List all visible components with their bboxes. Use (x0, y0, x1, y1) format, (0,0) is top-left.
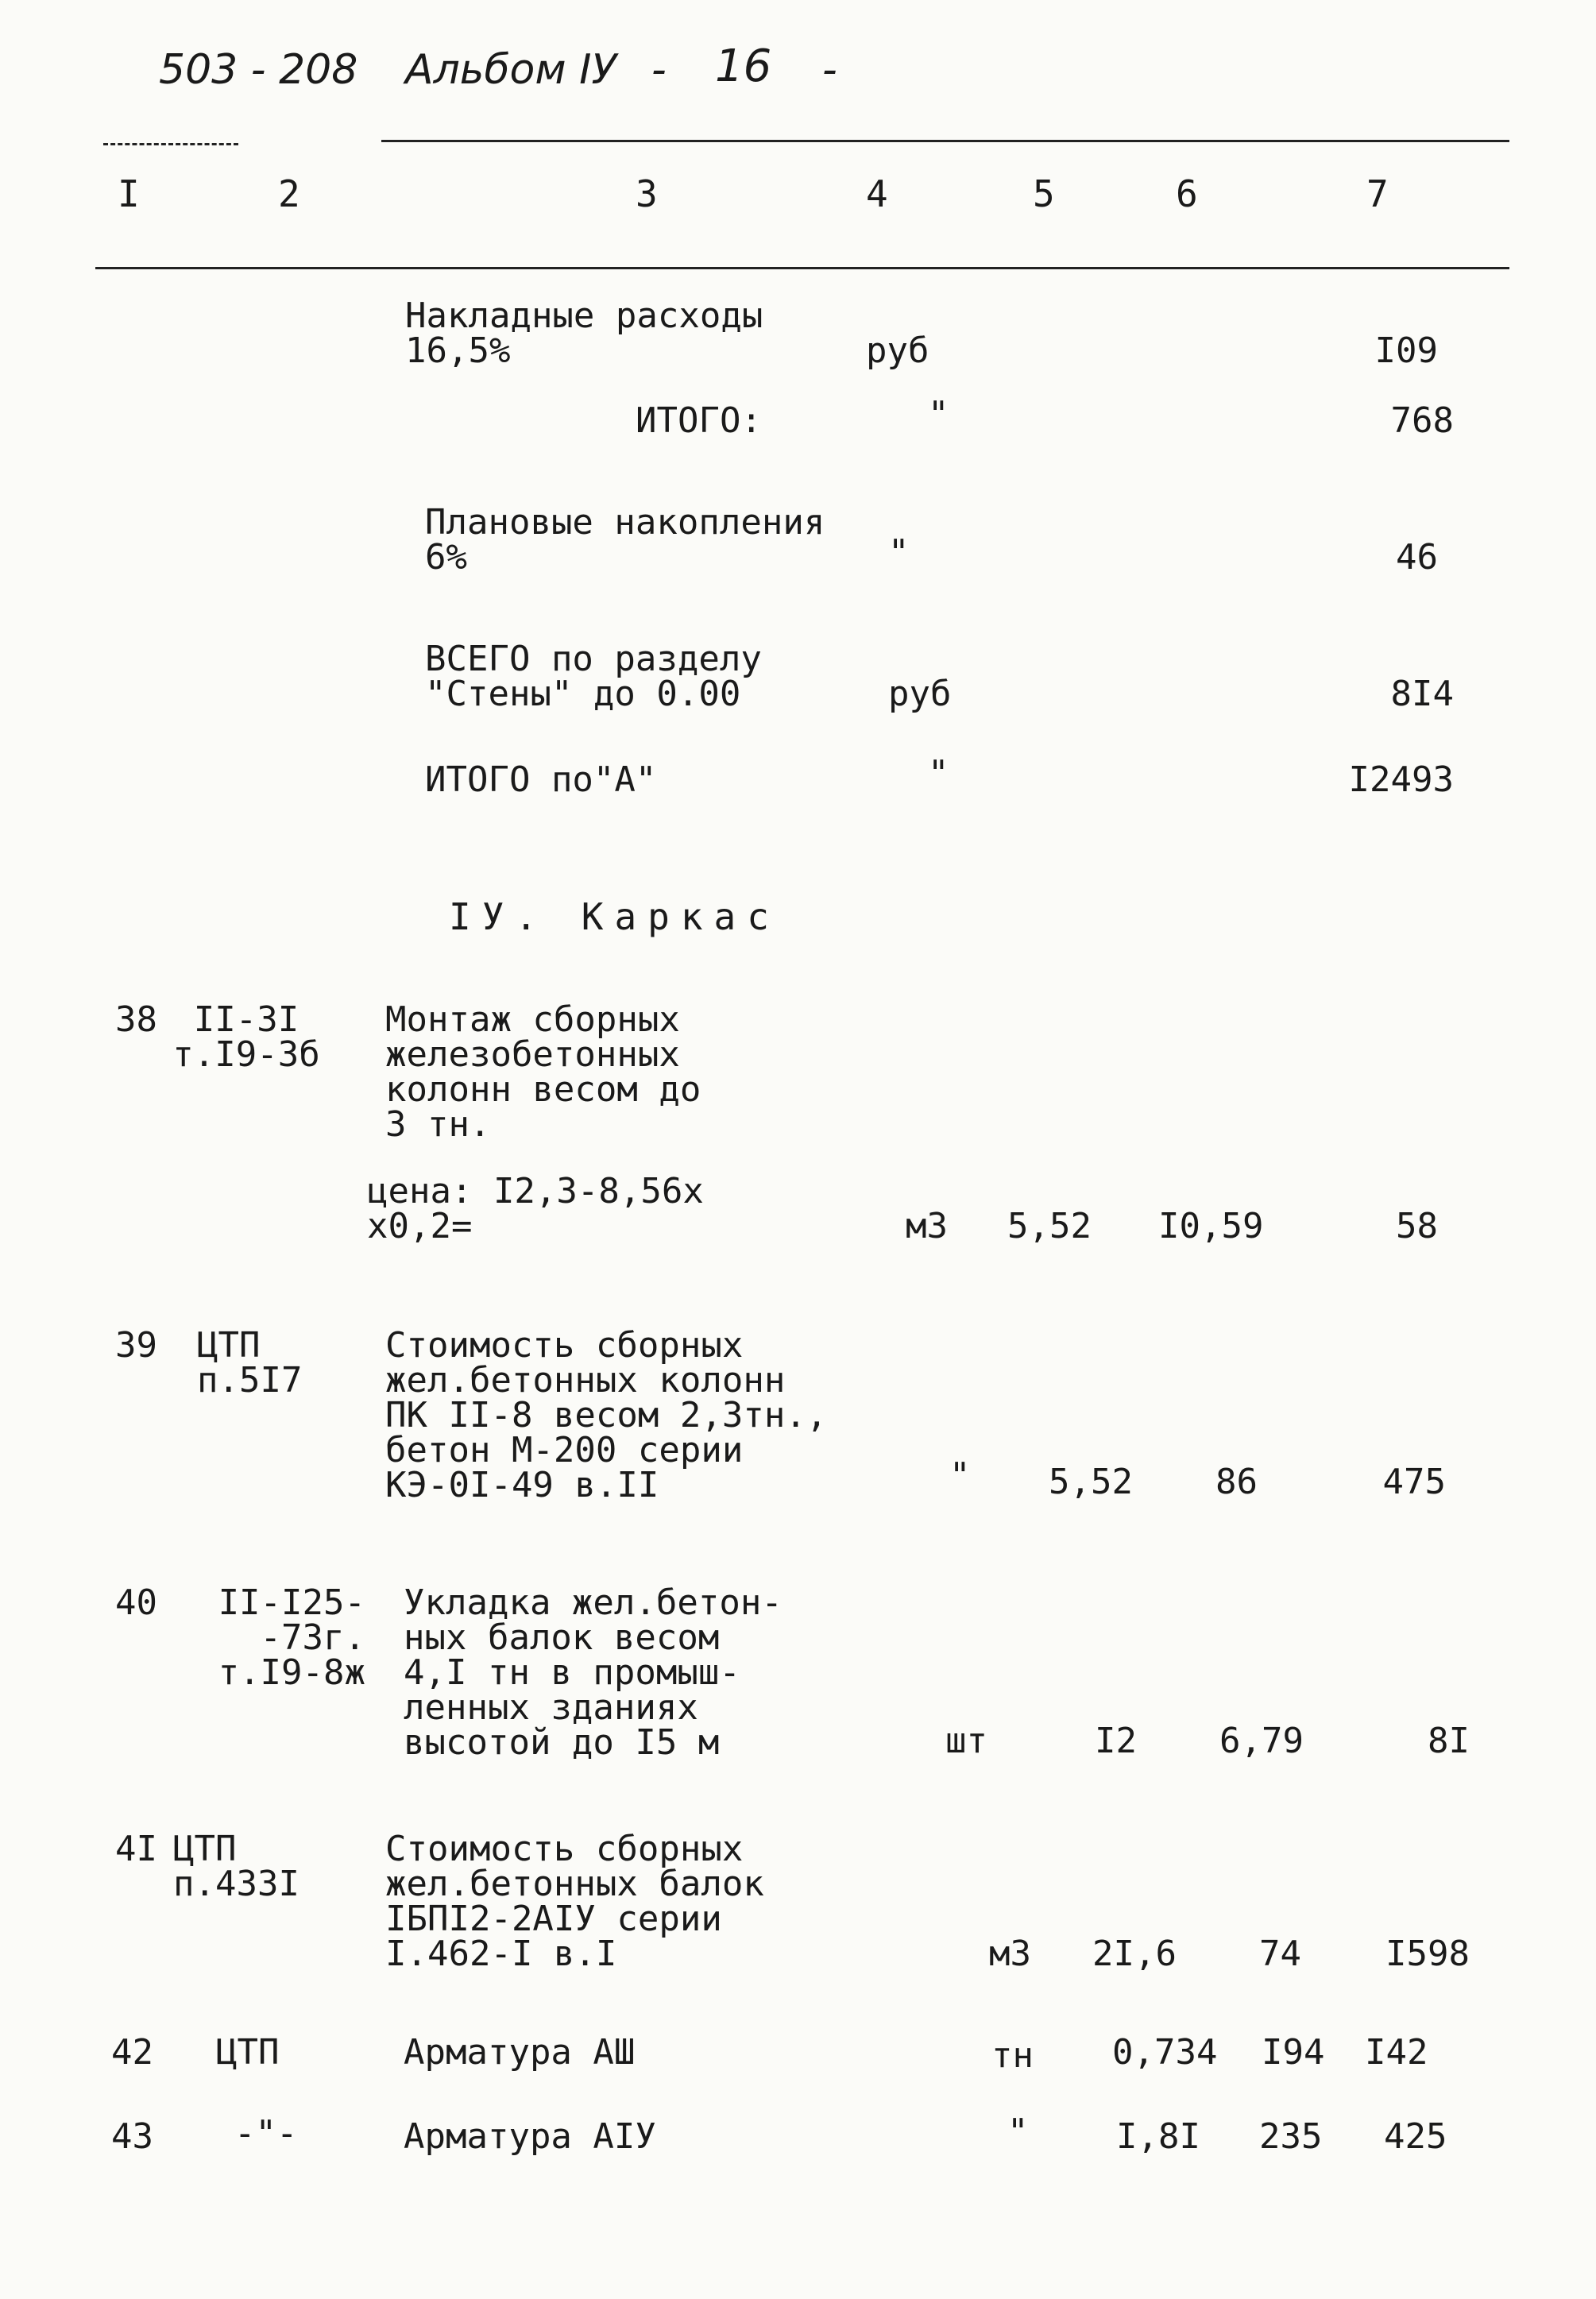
row-42-unit-cost: I94 (1262, 2032, 1325, 2073)
page-number: 16 (715, 41, 772, 92)
column-header-6: 6 (1176, 172, 1198, 215)
row-38-unit-cost: I0,59 (1158, 1206, 1264, 1246)
summary-grand-total-unit: " (928, 753, 949, 794)
summary-section-total-value: 8I4 (1390, 674, 1454, 714)
row-41-unit: м3 (989, 1934, 1031, 1974)
album-label: Альбом IУ (405, 46, 617, 94)
row-42-quantity: 0,734 (1112, 2032, 1218, 2073)
row-38-total: 58 (1396, 1206, 1438, 1246)
summary-planned-text: Плановые накопления 6% (425, 502, 825, 578)
summary-overhead-total: I09 (1374, 330, 1438, 371)
row-40-unit-cost: 6,79 (1219, 1721, 1304, 1761)
row-38-number: 38 (115, 999, 157, 1040)
row-38-price-formula: цена: I2,3-8,56х х0,2= (367, 1171, 704, 1246)
summary-subtotal-unit: " (928, 394, 949, 435)
row-40-total: 8I (1428, 1721, 1470, 1761)
section-title: IУ. Каркас (449, 895, 780, 938)
header-dash: - (651, 46, 667, 94)
column-header-7: 7 (1366, 172, 1389, 215)
summary-section-total-text: ВСЕГО по разделу "Стены" до 0.00 (425, 639, 762, 714)
row-42-unit: тн (991, 2035, 1034, 2076)
row-40-code: II-I25- -73г. т.I9-8ж (218, 1582, 365, 1693)
summary-subtotal-text: ИТОГО: (636, 400, 762, 441)
row-39-description: Стоимость сборных жел.бетонных колонн ПК II-8 весом 2,3тн., бетон М-200 серии КЭ-0I-49 в.II (385, 1325, 828, 1505)
row-43-description: Арматура АIУ (404, 2116, 656, 2157)
column-header-5: 5 (1033, 172, 1055, 215)
row-39-unit-cost: 86 (1215, 1462, 1258, 1502)
row-41-unit-cost: 74 (1259, 1934, 1301, 1974)
summary-subtotal-total: 768 (1390, 400, 1454, 441)
summary-overhead-unit: руб (866, 330, 929, 371)
row-39-unit: " (949, 1455, 971, 1496)
row-42-description: Арматура АШ (404, 2032, 636, 2073)
row-42-number: 42 (111, 2032, 153, 2073)
row-39-code: ЦТП п.5I7 (197, 1325, 303, 1401)
row-38-unit: м3 (906, 1206, 948, 1246)
summary-planned-unit: " (888, 532, 910, 573)
row-41-number: 4I (115, 1829, 157, 1869)
row-43-number: 43 (111, 2116, 153, 2157)
row-40-unit: шт (945, 1721, 987, 1761)
row-41-code: ЦТП п.433I (173, 1829, 299, 1904)
row-42-code: ЦТП (216, 2032, 280, 2073)
summary-planned-total: 46 (1396, 537, 1438, 578)
row-43-unit-cost: 235 (1259, 2116, 1323, 2157)
top-rule-left (103, 143, 238, 145)
row-40-quantity: I2 (1095, 1721, 1137, 1761)
row-40-description: Укладка жел.бетон- ных балок весом 4,I тн в промыш- ленных зданиях высотой до I5 м (404, 1582, 783, 1763)
column-header-1: I (118, 172, 140, 215)
column-header-4: 4 (866, 172, 888, 215)
row-42-total: I42 (1365, 2032, 1428, 2073)
top-rule-right (381, 140, 1509, 142)
summary-section-total-unit: руб (888, 674, 952, 714)
row-41-quantity: 2I,6 (1092, 1934, 1177, 1974)
summary-grand-total-text: ИТОГО по"А" (425, 759, 657, 800)
row-38-code: II-3I т.I9-3б (172, 999, 320, 1075)
row-40-number: 40 (115, 1582, 157, 1623)
row-43-unit: " (1007, 2112, 1029, 2152)
header-bottom-rule (95, 267, 1509, 269)
row-39-quantity: 5,52 (1049, 1462, 1133, 1502)
row-41-total: I598 (1385, 1934, 1470, 1974)
row-43-quantity: I,8I (1116, 2116, 1200, 2157)
column-header-2: 2 (278, 172, 300, 215)
row-43-code: -"- (234, 2113, 298, 2154)
row-39-number: 39 (115, 1325, 157, 1366)
row-38-quantity: 5,52 (1007, 1206, 1092, 1246)
header-dash-2: - (822, 46, 837, 94)
document-number: 503 - 208 (159, 46, 358, 94)
column-header-3: 3 (636, 172, 658, 215)
row-39-total: 475 (1382, 1462, 1446, 1502)
summary-overhead-text: Накладные расходы 16,5% (405, 296, 763, 371)
row-43-total: 425 (1384, 2116, 1447, 2157)
row-41-description: Стоимость сборных жел.бетонных балок IБПI2-2АIУ серии I.462-I в.I (385, 1829, 764, 1974)
summary-grand-total-value: I2493 (1348, 759, 1454, 800)
row-38-description: Монтаж сборных железобетонных колонн весом до 3 тн. (385, 999, 701, 1145)
